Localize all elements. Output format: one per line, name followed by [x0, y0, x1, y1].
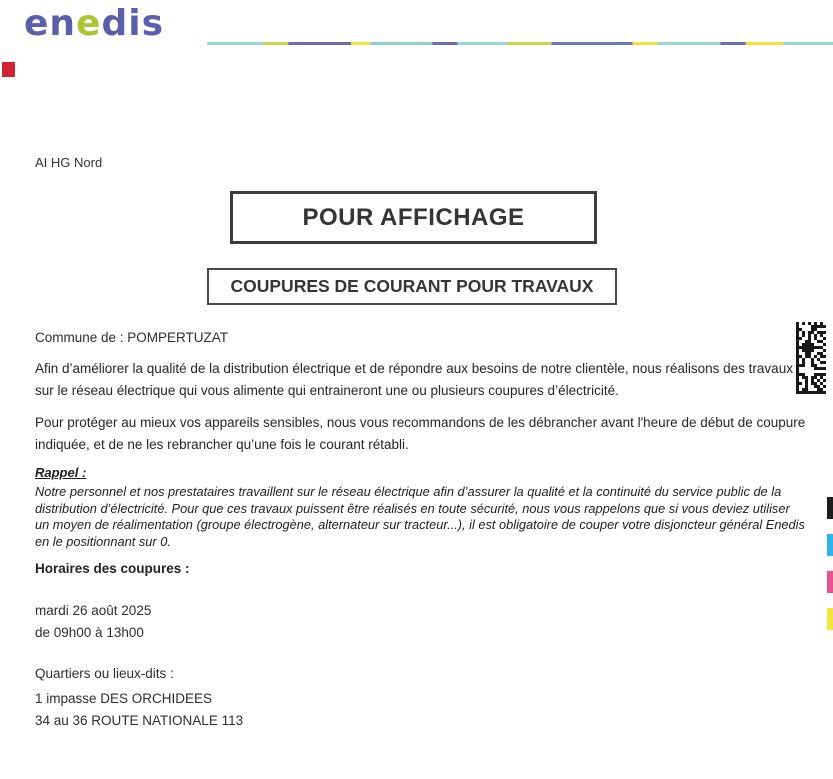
commune-line: Commune de : POMPERTUZAT — [35, 330, 229, 345]
datamatrix-barcode — [796, 322, 826, 394]
outage-date: mardi 26 août 2025 — [35, 603, 152, 618]
print-registration-marks — [827, 497, 833, 645]
outage-time: de 09h00 à 13h00 — [35, 625, 144, 640]
registration-mark — [827, 571, 833, 593]
registration-mark — [827, 534, 833, 556]
service-label: AI HG Nord — [35, 155, 103, 170]
horaires-label: Horaires des coupures : — [35, 561, 190, 576]
rappel-paragraph: Notre personnel et nos prestataires travaillent sur le réseau électrique afin d’assurer la qualité et la continuité du service public de la distribution d’électricité. Pour que ces travaux puissent être réalisés en toute sécurité, nous vous rappelons que si vous deviez utiliser un moyen de réalimentation (groupe électrogène, alternateur sur tracteur...), il est obligatoire de couper votre disjoncteur général Enedis en le positionnant sur 0. — [35, 484, 805, 549]
address-line: 1 impasse DES ORCHIDEES — [35, 691, 213, 706]
enedis-logo — [24, 2, 164, 46]
registration-mark — [827, 608, 833, 630]
scan-red-mark — [2, 62, 15, 77]
brand-divider-line — [207, 42, 833, 45]
address-line: 34 au 36 ROUTE NATIONALE 113 — [35, 713, 244, 728]
quartiers-label: Quartiers ou lieux-dits : — [35, 666, 174, 681]
banner-pour-affichage — [230, 191, 597, 244]
logo-text-part: dis — [101, 3, 165, 44]
rappel-label: Rappel : — [35, 465, 87, 480]
subtitle-text: COUPURES DE COURANT POUR TRAVAUX — [230, 276, 594, 296]
logo-text-part: en — [24, 3, 77, 44]
banner-title: POUR AFFICHAGE — [302, 203, 525, 231]
registration-mark — [827, 497, 833, 519]
banner-coupures — [207, 268, 617, 305]
paragraph-advice: Pour protéger au mieux vos appareils sensibles, nous vous recommandons de les débrancher avant l'heure de début de coupure indiquée, et de ne les rebrancher qu’une fois le courant rétabli. — [35, 415, 806, 452]
paragraph-intro: Afin d’améliorer la qualité de la distribution électrique et de répondre aux besoins de notre clientèle, nous réalisons des travaux sur le réseau électrique qui vous alimente qui entraineront une ou plusieurs coupures d’électricité. — [35, 361, 793, 398]
logo-green-e: e — [76, 3, 102, 44]
